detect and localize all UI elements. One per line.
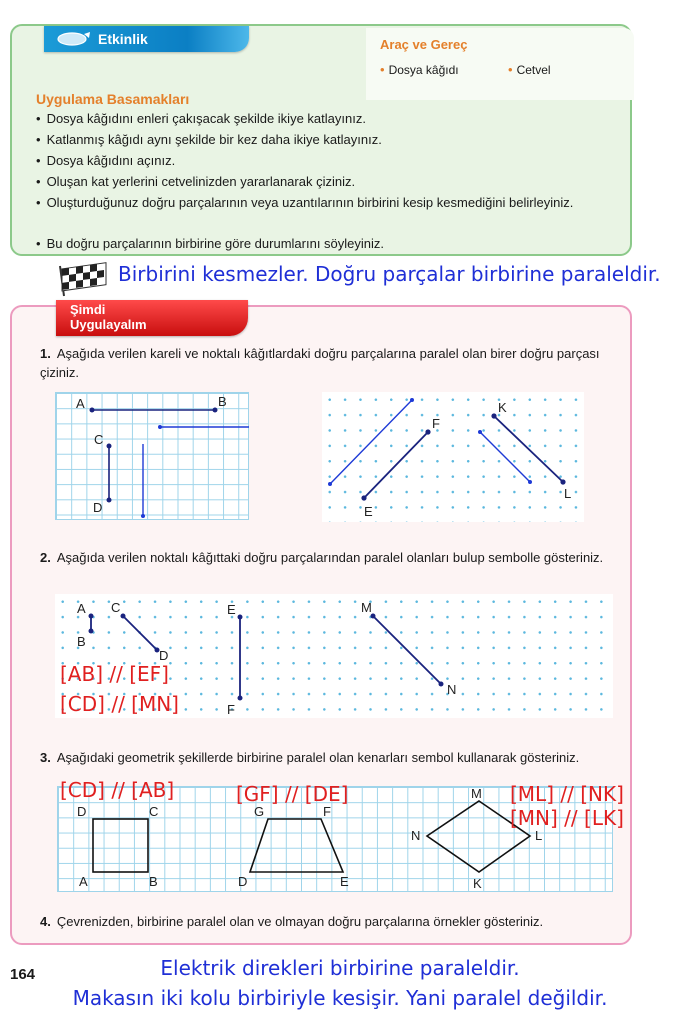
page-number: 164 — [10, 966, 36, 983]
q3-answer: [ML] // [NK] — [510, 782, 624, 806]
materials-title: Araç ve Gereç — [380, 37, 468, 52]
point-label: L — [564, 486, 572, 501]
step-item: • Dosya kâğıdını açınız. — [36, 153, 176, 168]
point-label: B — [77, 634, 86, 649]
bullet-icon: • — [508, 62, 513, 77]
point-label: M — [361, 600, 372, 615]
point-label: E — [227, 602, 236, 617]
activity-answer: Birbirini kesmezler. Doğru parçalar birbirine paraleldir. — [118, 262, 661, 286]
point-label: C — [149, 804, 159, 819]
point-label: M — [471, 786, 482, 801]
step-item: • Dosya kâğıdını enleri çakışacak şekilde ikiye katlayınız. — [36, 111, 366, 126]
q2-answer: [AB] // [EF] — [60, 662, 169, 686]
point-label: C — [111, 600, 121, 615]
q1-dot-figure — [322, 392, 584, 522]
material-item: • Dosya kâğıdı — [380, 62, 459, 77]
point-label: N — [447, 682, 457, 697]
bullet-icon: • — [380, 62, 385, 77]
q4-answer: Elektrik direkleri birbirine paraleldir. — [160, 956, 520, 980]
point-label: A — [77, 601, 86, 616]
q4-answer: Makasın iki kolu birbiriyle kesişir. Yani paralel değildir. — [72, 986, 608, 1010]
point-label: D — [77, 804, 87, 819]
q3-answer: [GF] // [DE] — [236, 782, 349, 806]
q2-answer: [CD] // [MN] — [60, 692, 179, 716]
point-label: N — [411, 828, 421, 843]
point-label: B — [218, 394, 227, 409]
question-1: 1. Aşağıda verilen kareli ve noktalı kâğıtlardaki doğru parçalarına paralel olan birer doğru parçası çiziniz. — [40, 346, 600, 380]
step-item: • Katlanmış kâğıdı aynı şekilde bir kez daha ikiye katlayınız. — [36, 132, 382, 147]
practice-tab-label: Şimdi — [70, 302, 106, 317]
q3-answer: [MN] // [LK] — [510, 806, 624, 830]
steps-title: Uygulama Basamakları — [36, 91, 190, 107]
question-3: 3. Aşağıdaki geometrik şekillerde birbirine paralel olan kenarları sembol kullanarak gösteriniz. — [40, 750, 580, 765]
practice-tab-label: Uygulayalım — [70, 317, 147, 332]
point-label: D — [238, 874, 248, 889]
point-label: D — [159, 648, 169, 663]
point-label: C — [94, 432, 104, 447]
point-label: L — [535, 828, 543, 843]
point-label: K — [498, 400, 507, 415]
question-4: 4. Çevrenizden, birbirine paralel olan ve olmayan doğru parçalarına örnekler gösteriniz. — [40, 914, 544, 929]
question-2: 2. Aşağıda verilen noktalı kâğıttaki doğru parçalarından paralel olanları bulup sembolle gösteriniz. — [40, 550, 604, 565]
step-item: • Oluşturduğunuz doğru parçalarının veya uzantılarının birbirini kesip kesmediğini belirleyiniz. — [36, 195, 574, 210]
point-label: B — [149, 874, 158, 889]
checkered-flag-icon — [54, 262, 110, 298]
point-label: F — [323, 804, 331, 819]
point-label: F — [227, 702, 235, 717]
step-item: • Bu doğru parçalarının birbirine göre durumlarını söyleyiniz. — [36, 236, 385, 251]
q3-answer: [CD] // [AB] — [60, 778, 175, 802]
material-item: • Cetvel — [508, 62, 551, 77]
point-label: F — [432, 416, 440, 431]
q1-grid-figure — [55, 392, 249, 520]
point-label: A — [79, 874, 88, 889]
point-label: K — [473, 876, 482, 891]
point-label: A — [76, 396, 85, 411]
point-label: E — [340, 874, 349, 889]
point-label: E — [364, 504, 373, 519]
point-label: G — [254, 804, 265, 819]
activity-icon — [56, 30, 92, 47]
point-label: D — [93, 500, 103, 515]
activity-tab-label: Etkinlik — [98, 31, 148, 47]
step-item: • Oluşan kat yerlerini cetvelinizden yararlanarak çiziniz. — [36, 174, 356, 189]
